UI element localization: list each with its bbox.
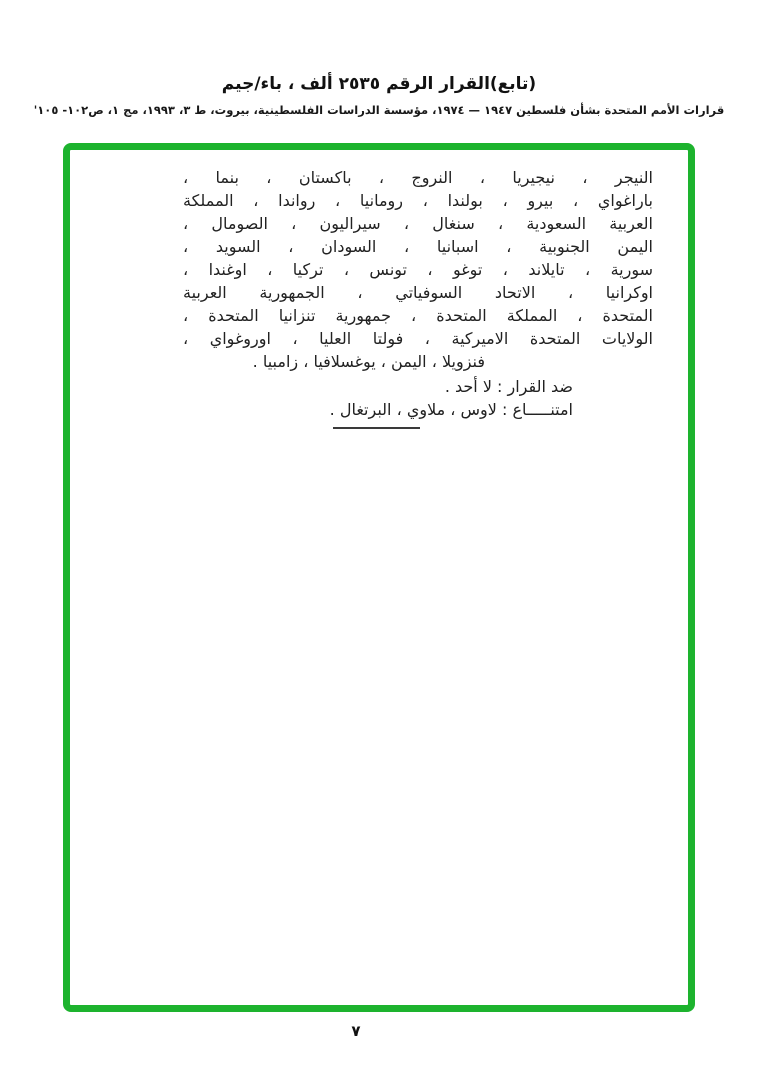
resolution-title: (تابع)القرار الرقم ٢٥٣٥ ألف ، باء/جيم [221,74,537,94]
country-list-line: المتحدة ، المملكة المتحدة ، جمهورية تنزانيا المتحدة ، [183,306,653,325]
country-list-line: اليمن الجنوبية ، اسبانيا ، السودان ، السويد ، [183,237,653,256]
country-list-line: سورية ، تايلاند ، توغو ، تونس ، تركيا ، اوغندا ، [183,260,653,279]
country-list-line: العربية السعودية ، سنغال ، سيراليون ، الصومال ، [183,214,653,233]
country-list-line: الولايات المتحدة الاميركية ، فولتا العليا ، اوروغواي ، [183,329,653,348]
page-number: ٧ [351,1022,361,1040]
country-list-line: النيجر ، نيجيريا ، النروج ، باكستان ، بنما ، [183,168,653,187]
source-citation: قرارات الأمم المتحدة بشأن فلسطين ١٩٤٧ — ١٩٧٤، مؤسسة الدراسات الفلسطينية، بيروت، ط ٣، ١٩٩٣، مج ١، ص١٠٢- ١٠٥' [33,103,725,117]
abstain-vote-line: امتنـــــاع : لاوس ، ملاوي ، البرتغال . [329,400,573,419]
separator-rule [333,427,420,429]
against-vote-line: ضد القرار : لا أحد . [444,377,573,396]
country-list-line: باراغواي ، بيرو ، بولندا ، رومانيا ، رواندا ، المملكة [183,191,653,210]
country-list-line-last: فنزويلا ، اليمن ، يوغسلافيا ، زامبيا . [252,352,485,371]
country-list-paragraph [183,166,653,373]
country-list-line: اوكرانيا ، الاتحاد السوفياتي ، الجمهورية العربية [183,283,653,302]
doc-header [0,74,758,117]
votes-block [330,375,573,421]
